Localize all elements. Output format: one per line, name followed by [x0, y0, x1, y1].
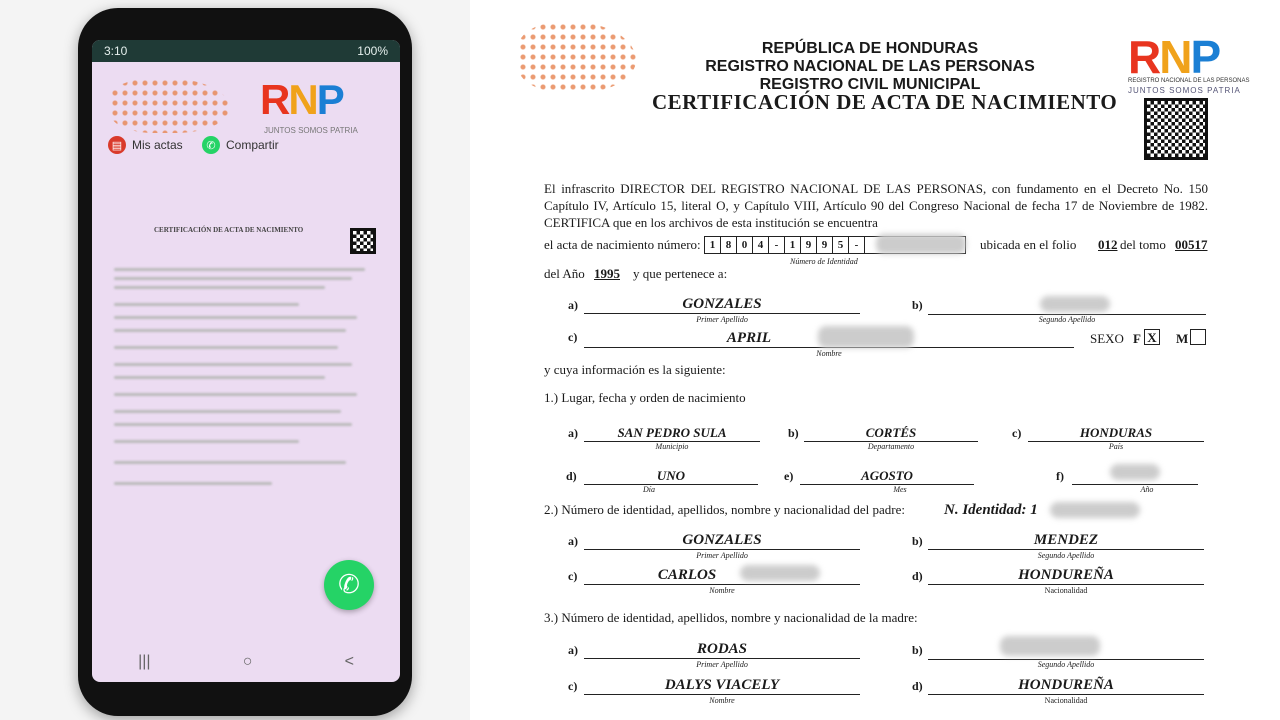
caption: Nombre [709, 586, 735, 595]
id-digit: 1 [785, 237, 801, 253]
letter-label: b) [912, 534, 923, 548]
tomo-label: del tomo [1120, 237, 1166, 252]
info-label: y cuya información es la siguiente: [544, 362, 726, 377]
header-line: REGISTRO CIVIL MUNICIPAL [759, 76, 981, 93]
id-digit: - [849, 237, 865, 253]
madre-primer-apellido: RODAS [584, 641, 860, 659]
section-1-heading: 1.) Lugar, fecha y orden de nacimiento [544, 390, 746, 405]
caption: Año [1140, 485, 1154, 494]
honduras-map-logo [110, 78, 230, 133]
caption: País [1108, 442, 1124, 451]
letter-label: f) [1056, 469, 1064, 483]
redacted-area [1040, 296, 1110, 312]
birth-mes: AGOSTO [800, 467, 974, 485]
phone-screen [92, 40, 400, 682]
back-button[interactable]: < [344, 653, 354, 670]
id-caption: Número de Identidad [790, 257, 858, 266]
letter-label: d) [566, 469, 577, 483]
birth-municipio: SAN PEDRO SULA [584, 424, 760, 442]
redacted-area [818, 326, 914, 348]
letter-label: d) [912, 569, 923, 583]
mis-actas-label: Mis actas [132, 138, 183, 152]
rnp-logo-tagline: JUNTOS SOMOS PATRIA [1128, 86, 1241, 95]
rnp-logo: RNP [1128, 31, 1220, 83]
folio-value: 012 [1098, 237, 1118, 252]
caption: Segundo Apellido [1037, 551, 1095, 560]
sex-f-checkbox: X [1144, 329, 1160, 345]
mini-qr-code [350, 228, 376, 254]
section-3-heading: 3.) Número de identidad, apellidos, nombre y nacionalidad de la madre: [544, 610, 918, 625]
sexo-label: SEXO [1090, 331, 1124, 346]
pertenece-label: y que pertenece a: [633, 266, 728, 281]
honduras-map-logo [518, 22, 636, 92]
android-nav-bar [92, 642, 400, 682]
anio-label: del Año [544, 266, 585, 281]
caption: Mes [893, 485, 907, 494]
letter-label: c) [568, 569, 578, 583]
rnp-logo: RNP [260, 76, 343, 123]
person-primer-apellido: GONZALES [584, 296, 860, 314]
madre-nacionalidad: HONDUREÑA [928, 677, 1204, 695]
status-time: 3:10 [104, 44, 128, 58]
compartir-label: Compartir [226, 138, 279, 152]
status-battery: 100% [357, 44, 388, 58]
id-digit: 4 [753, 237, 769, 253]
caption: Municipio [655, 442, 689, 451]
id-digit: 1 [705, 237, 721, 253]
redacted-area [876, 234, 966, 254]
birth-dia: UNO [584, 467, 758, 485]
caption: Nombre [709, 696, 735, 705]
letter-label: c) [568, 330, 578, 344]
padre-nombre: CARLOS [584, 567, 860, 585]
caption: Primer Apellido [696, 315, 748, 324]
id-digit: 9 [817, 237, 833, 253]
id-digit: 8 [721, 237, 737, 253]
status-bar [92, 40, 400, 62]
sex-m-label: M [1176, 331, 1189, 346]
redacted-area [1050, 502, 1140, 518]
whatsapp-icon: ✆ [338, 570, 360, 599]
person-nombre: APRIL [584, 330, 1074, 348]
caption: Primer Apellido [696, 551, 748, 560]
madre-nombre: DALYS VIACELY [584, 677, 860, 695]
mini-certificate-title: CERTIFICACIÓN DE ACTA DE NACIMIENTO [154, 226, 304, 234]
id-digit: 9 [801, 237, 817, 253]
letter-label: b) [788, 426, 799, 440]
sex-f-label: F [1133, 331, 1141, 346]
letter-label: b) [912, 298, 923, 312]
letter-label: b) [912, 643, 923, 657]
letter-label: d) [912, 679, 923, 693]
letter-label: c) [568, 679, 578, 693]
letter-label: a) [568, 426, 578, 440]
document-header [660, 40, 1080, 94]
intro-paragraph: El infrascrito DIRECTOR DEL REGISTRO NACIONAL DE LAS PERSONAS, con fundamento en el Decreto No. 150 Capítulo IV, Artículo 15, literal O, y Capítulo VIII, Artículo 90 del Congreso Nacional de fecha 17 de Noviembre de 1982. CERTIFICA que en los archivos de esta institución se encuentra [544, 181, 1208, 230]
letter-label: a) [568, 534, 578, 548]
caption: Segundo Apellido [1038, 315, 1096, 324]
document-icon: ▤ [108, 136, 126, 154]
id-digit: 5 [833, 237, 849, 253]
whatsapp-icon: ✆ [202, 136, 220, 154]
padre-primer-apellido: GONZALES [584, 532, 860, 550]
birth-pais: HONDURAS [1028, 424, 1204, 442]
compartir-button[interactable] [202, 136, 279, 154]
caption: Nombre [816, 349, 842, 358]
id-digit: - [769, 237, 785, 253]
caption: Segundo Apellido [1037, 660, 1095, 669]
acta-label: el acta de nacimiento número: [544, 237, 701, 252]
letter-label: a) [568, 643, 578, 657]
redacted-area [740, 565, 820, 581]
folio-label: ubicada en el folio [980, 237, 1077, 252]
padre-id-label: N. Identidad: 1 [944, 502, 1038, 518]
sex-m-checkbox [1190, 329, 1206, 345]
redacted-area [1110, 464, 1160, 480]
id-digit: 0 [737, 237, 753, 253]
tomo-value: 00517 [1175, 237, 1208, 252]
section-2-heading: 2.) Número de identidad, apellidos, nombre y nacionalidad del padre: [544, 502, 905, 517]
rnp-slogan: JUNTOS SOMOS PATRIA [264, 126, 358, 135]
letter-label: e) [784, 469, 794, 483]
letter-label: c) [1012, 426, 1022, 440]
rnp-logo-subtitle: REGISTRO NACIONAL DE LAS PERSONAS [1128, 78, 1250, 84]
recent-apps-button[interactable]: ||| [138, 653, 151, 670]
header-line: REPÚBLICA DE HONDURAS [761, 40, 979, 57]
header-line: REGISTRO NACIONAL DE LAS PERSONAS [705, 58, 1035, 75]
mis-actas-button[interactable] [108, 136, 183, 154]
qr-code [1144, 98, 1208, 160]
caption: Departamento [867, 442, 915, 451]
redacted-area [1000, 636, 1100, 656]
padre-nacionalidad: HONDUREÑA [928, 567, 1204, 585]
padre-segundo-apellido: MENDEZ [928, 532, 1204, 550]
document-title: CERTIFICACIÓN DE ACTA DE NACIMIENTO [652, 90, 1118, 114]
caption: Nacionalidad [1044, 586, 1088, 595]
caption: Día [643, 485, 655, 494]
birth-departamento: CORTÉS [804, 424, 978, 442]
mini-certificate-body [114, 262, 378, 495]
caption: Nacionalidad [1044, 696, 1088, 705]
home-button[interactable]: ○ [242, 653, 253, 670]
whatsapp-share-button[interactable] [324, 560, 374, 610]
letter-label: a) [568, 298, 578, 312]
anio-value: 1995 [594, 266, 620, 281]
caption: Primer Apellido [696, 660, 748, 669]
